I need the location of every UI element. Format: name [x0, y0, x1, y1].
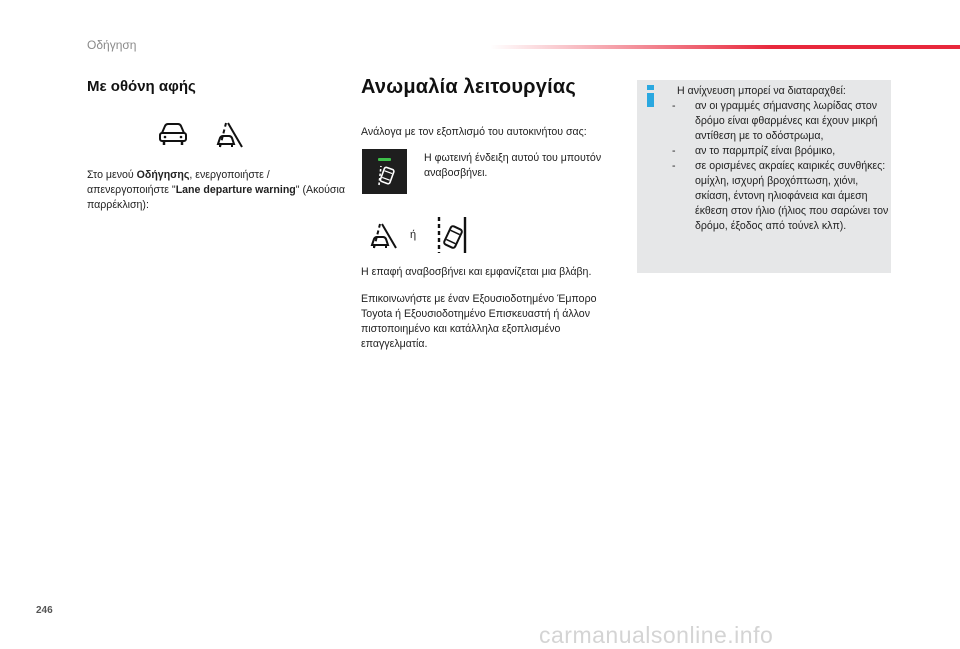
menu-name: Οδήγησης: [136, 169, 190, 181]
malfunction-heading: Ανωμαλία λειτουργίας: [361, 76, 576, 98]
list-bullet: -: [672, 145, 676, 157]
list-item: [672, 99, 891, 144]
info-content: [672, 84, 891, 234]
info-icon: [645, 85, 657, 107]
header-accent-bar: [490, 45, 960, 49]
instruction-text: , ενεργοποιήστε / απενεργοποιήστε ": [87, 169, 270, 196]
touchscreen-heading: Με οθόνη αφής: [87, 78, 196, 95]
lane-departure-vertical-icon: [436, 215, 468, 255]
button-indicator-text: Η φωτεινή ένδειξη αυτού του μπουτόν αναβοσβήνει.: [424, 152, 602, 179]
info-list: [672, 99, 891, 234]
watermark: carmanualsonline.info: [539, 622, 774, 648]
lane-departure-button-icon: [362, 149, 407, 194]
contact-dealer-text: Επικοινωνήστε με έναν Εξουσιοδοτημένο Έμπορο Toyota ή Εξουσιοδοτημένο Επισκευαστή ή άλλον πιστοποιημένο και κατάλληλα εξοπλισμένο επαγγελματία.: [361, 293, 597, 350]
warning-text: Η επαφή αναβοσβήνει και εμφανίζεται μια βλάβη.: [361, 266, 592, 278]
list-bullet: -: [672, 160, 676, 172]
page-number: 246: [36, 605, 53, 616]
car-icon: [157, 122, 189, 148]
instruction-text: Στο μενού: [87, 169, 137, 181]
info-intro: Η ανίχνευση μπορεί να διαταραχθεί:: [677, 85, 846, 97]
list-item-text: αν οι γραμμές σήμανσης λωρίδας στον δρόμο είναι φθαρμένες και έχουν μικρή αντίθεση με το οδόστρωμα,: [695, 100, 878, 142]
list-item-text: σε ορισμένες ακραίες καιρικές συνθήκες: ομίχλη, ισχυρή βροχόπτωση, χιόνι, σκίαση, έντονη ηλιοφάνεια και άμεση έκθεση στον ήλιο (ήλιος που σαρώνει τον δρόμο, έξοδος από τούνελ κλπ).: [695, 160, 889, 232]
list-bullet: -: [672, 100, 676, 112]
setting-name: Lane departure warning: [175, 184, 296, 196]
instruction-text: " (Ακούσια παρρέκλιση):: [87, 184, 345, 211]
lane-departure-warning-icon: [368, 221, 398, 251]
list-item: [672, 159, 891, 234]
list-item: [672, 144, 891, 159]
touchscreen-instructions: [87, 168, 352, 213]
lane-departure-icon: [214, 120, 244, 150]
equipment-intro: Ανάλογα με τον εξοπλισμό του αυτοκινήτου σας:: [361, 126, 587, 138]
or-separator: ή: [410, 229, 417, 241]
list-item-text: αν το παρμπρίζ είναι βρόμικο,: [695, 145, 836, 157]
section-title: Οδήγηση: [87, 38, 137, 52]
